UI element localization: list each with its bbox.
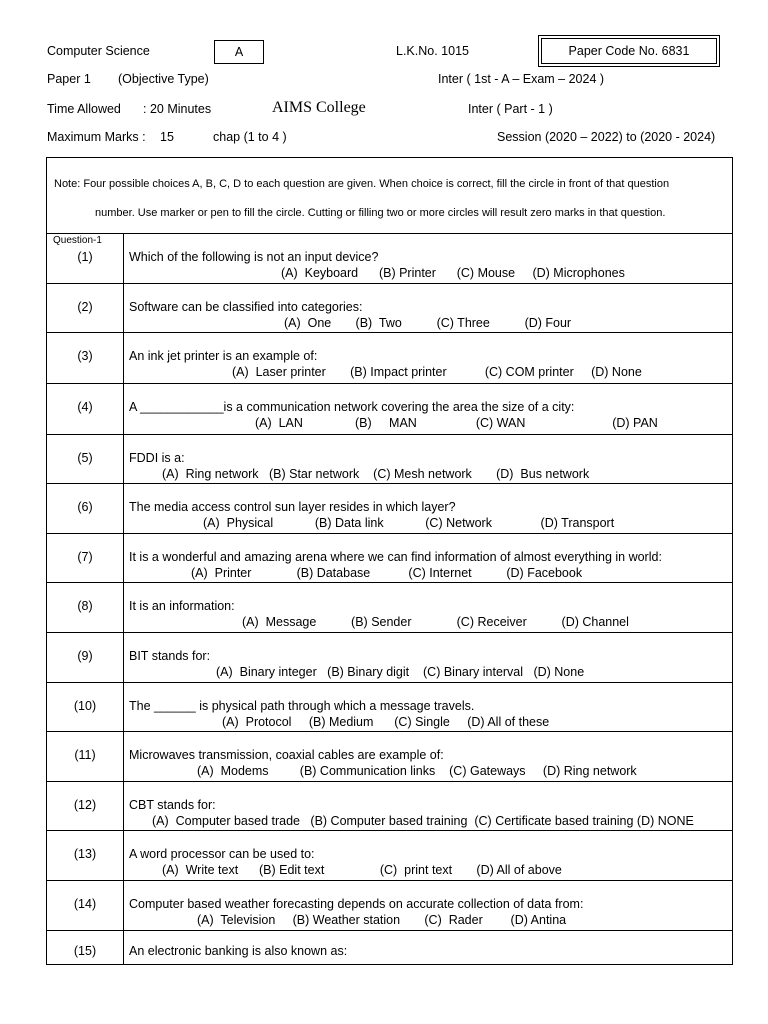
question-number: (10) xyxy=(73,699,97,713)
answer-options: (A) Message (B) Sender (C) Receiver (D) Channel xyxy=(242,615,629,629)
question-row xyxy=(47,732,732,782)
question-text: Microwaves transmission, coaxial cables are example of: xyxy=(129,748,444,762)
marks-value: 15 xyxy=(160,130,174,144)
question-number: (5) xyxy=(77,451,93,465)
answer-options: (A) Physical (B) Data link (C) Network (D) Transport xyxy=(203,516,615,530)
college-name: AIMS College xyxy=(272,99,366,116)
note-line-1: Note: Four possible choices A, B, C, D to each question are given. When choice is correct, fill the circle in front of that question xyxy=(54,178,670,190)
lk-number: L.K.No. 1015 xyxy=(396,44,469,58)
paper-number: Paper 1 xyxy=(47,72,91,86)
question-row xyxy=(47,484,732,534)
question-row xyxy=(47,583,732,633)
subject-label: Computer Science xyxy=(47,44,150,58)
chapters-label: chap (1 to 4 ) xyxy=(213,130,287,144)
answer-options: (A) Computer based trade (B) Computer based training (C) Certificate based training (D) NONE xyxy=(152,814,694,828)
question-text: CBT stands for: xyxy=(129,798,216,812)
answer-options: (A) Write text (B) Edit text (C) print text (D) All of above xyxy=(162,863,562,877)
answer-options: (A) One (B) Two (C) Three (D) Four xyxy=(284,316,572,330)
question-number: (8) xyxy=(77,599,93,613)
question-number: (12) xyxy=(73,798,97,812)
question-text: Software can be classified into categories: xyxy=(129,300,363,314)
question-number: (14) xyxy=(73,897,97,911)
question-number: (4) xyxy=(77,400,93,414)
question-number: (15) xyxy=(73,944,97,958)
question-row xyxy=(47,931,732,965)
paper-code: Paper Code No. 6831 xyxy=(568,44,690,58)
answer-options: (A) Television (B) Weather station (C) Rader (D) Antina xyxy=(197,913,567,927)
question-text: An electronic banking is also known as: xyxy=(129,944,348,958)
question-number: (2) xyxy=(77,300,93,314)
question-text: It is an information: xyxy=(129,599,235,613)
time-value: : 20 Minutes xyxy=(143,102,212,116)
question-number: (11) xyxy=(74,748,96,762)
question-text: It is a wonderful and amazing arena where we can find information of almost everything in world: xyxy=(129,550,662,564)
group-label: A xyxy=(234,45,244,59)
question-row xyxy=(47,534,732,583)
question-row xyxy=(47,633,732,683)
question-text: FDDI is a: xyxy=(129,451,185,465)
question-text: Computer based weather forecasting depends on accurate collection of data from: xyxy=(129,897,584,911)
question-row xyxy=(47,435,732,484)
question-row xyxy=(47,384,732,435)
question-row xyxy=(47,831,732,881)
paper-type: (Objective Type) xyxy=(118,72,209,86)
exam-title: Inter ( 1st - A – Exam – 2024 ) xyxy=(438,72,605,86)
question-row xyxy=(47,234,732,284)
paper-code-box xyxy=(538,35,720,67)
question-number: (6) xyxy=(77,500,93,514)
question-table xyxy=(46,157,733,965)
group-box xyxy=(214,40,264,64)
question-text: Which of the following is not an input device? xyxy=(129,250,379,264)
question-text: BIT stands for: xyxy=(129,649,211,663)
answer-options: (A) Ring network (B) Star network (C) Mesh network (D) Bus network xyxy=(162,467,590,481)
question-text: A ____________is a communication network covering the area the size of a city: xyxy=(129,400,575,414)
marks-label: Maximum Marks : xyxy=(47,130,146,144)
answer-options: (A) Binary integer (B) Binary digit (C) Binary interval (D) None xyxy=(216,665,585,679)
answer-options: (A) Printer (B) Database (C) Internet (D) Facebook xyxy=(191,566,583,580)
question-number: (1) xyxy=(77,250,93,264)
section-label: Question-1 xyxy=(53,235,102,246)
question-text: A word processor can be used to: xyxy=(129,847,315,861)
question-text: The ______ is physical path through which a message travels. xyxy=(129,699,475,713)
question-row xyxy=(47,333,732,384)
answer-options: (A) Laser printer (B) Impact printer (C) COM printer (D) None xyxy=(232,365,642,379)
session-label: Session (2020 – 2022) to (2020 - 2024) xyxy=(497,130,716,144)
answer-options: (A) Keyboard (B) Printer (C) Mouse (D) Microphones xyxy=(281,266,625,280)
question-number: (3) xyxy=(77,349,93,363)
answer-options: (A) Modems (B) Communication links (C) Gateways (D) Ring network xyxy=(197,764,637,778)
note-line-2: number. Use marker or pen to fill the circle. Cutting or filling two or more circles will result zero marks in that question. xyxy=(95,207,666,219)
question-number: (13) xyxy=(73,847,97,861)
question-number: (9) xyxy=(77,649,93,663)
question-row xyxy=(47,782,732,831)
question-text: The media access control sun layer resides in which layer? xyxy=(129,500,456,514)
question-row xyxy=(47,881,732,931)
time-label: Time Allowed xyxy=(47,102,121,116)
instructions-note xyxy=(47,158,732,234)
answer-options: (A) LAN (B) MAN (C) WAN (D) PAN xyxy=(255,416,658,430)
answer-options: (A) Protocol (B) Medium (C) Single (D) All of these xyxy=(222,715,550,729)
part-label: Inter ( Part - 1 ) xyxy=(468,102,553,116)
question-text: An ink jet printer is an example of: xyxy=(129,349,318,363)
question-row xyxy=(47,284,732,333)
question-number: (7) xyxy=(77,550,93,564)
question-row xyxy=(47,683,732,732)
